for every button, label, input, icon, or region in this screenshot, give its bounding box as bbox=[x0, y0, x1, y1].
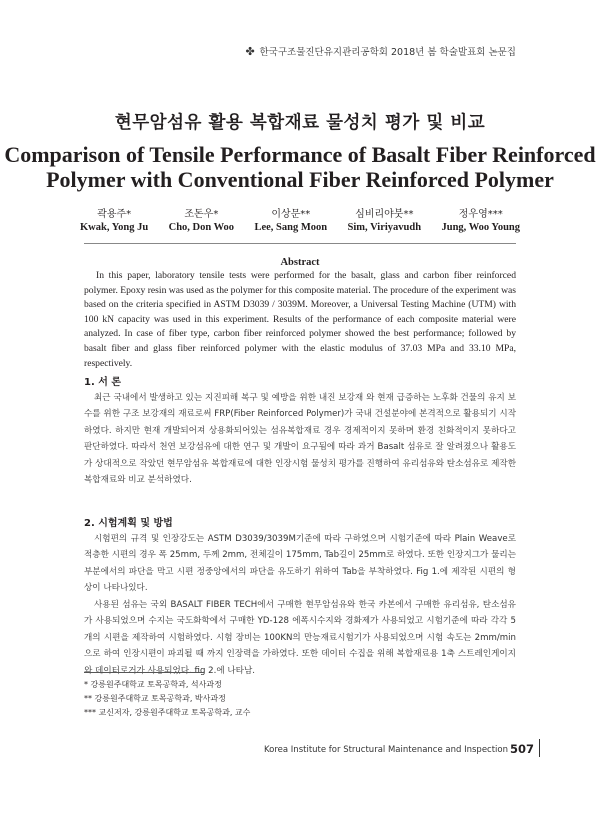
footer-journal: Korea Institute for Structural Maintenance and Inspection bbox=[264, 745, 508, 755]
author-name-ko: 이상문** bbox=[271, 209, 311, 220]
author-name-en: Jung, Woo Young bbox=[441, 222, 520, 233]
footnote-1: * 강릉원주대학교 토목공학과, 석사과정 bbox=[84, 680, 222, 689]
abstract-heading: Abstract bbox=[280, 257, 320, 268]
title-english-line-2: Polymer with Conventional Fiber Reinforced Polymer bbox=[46, 167, 554, 192]
footnote-3: *** 교신저자, 강릉원주대학교 토목공학과, 교수 bbox=[84, 708, 251, 717]
running-header bbox=[245, 44, 516, 58]
title-korean: 현무암섬유 활용 복합재료 물성치 평가 및 비교 bbox=[114, 113, 486, 133]
author-name-en: Cho, Don Woo bbox=[168, 222, 235, 233]
footnote-rule bbox=[84, 672, 204, 673]
abstract-body: In this paper, laboratory tensile tests were performed for the basalt, glass and carbon fiber reinforced polymer. Epoxy resin was used as the polymer for this composite material. The procedure of the experiment was based on the criteria specified in ASTM D3039 / 3039M. Moreover, a Universal Testing Machine (UTM) with 100 kN capacity was used in this experiment. Results of the performance of each composite material were analyzed. In case of fiber type, carbon fiber reinforced polymer showed the best performance; followed by basalt fiber and glass fiber reinforced polymer with the elastic modulus of 37.03 MPa and 33.10 MPa, respectively. bbox=[84, 270, 516, 369]
author-name-ko: 정우영*** bbox=[458, 209, 503, 220]
author-5 bbox=[442, 205, 521, 233]
section-heading-method: 2. 시험계획 및 방법 bbox=[84, 518, 173, 529]
author-name-en: Lee, Sang Moon bbox=[254, 222, 328, 233]
author-2 bbox=[169, 205, 234, 233]
author-1 bbox=[80, 205, 148, 233]
paragraph-method-1: 시험편의 규격 및 인장강도는 ASTM D3039/3039M기준에 따라 구하였으며 시험기준에 따라 Plain Weave로 적층한 시편의 경우 폭 25mm, 두께 2mm, 전체길이 175mm, Tab길이 25mm로 하였다. 또한 인장지그가 물리는 부분에서의 파단을 막고 시편 정중앙에서의 파단을 유도하기 위하여 Tab을 부착하였다. Fig 1.에 제작된 시편의 형상이 나타나있다. bbox=[84, 534, 516, 594]
footnote-2: ** 강릉원주대학교 토목공학과, 박사과정 bbox=[84, 694, 226, 703]
author-name-ko: 심비리야붓** bbox=[355, 209, 414, 220]
page-number-divider bbox=[539, 739, 540, 757]
title-english bbox=[0, 142, 600, 192]
header-text: 한국구조물진단유지관리공학회 2018년 봄 학술발표회 논문집 bbox=[259, 47, 516, 58]
clover-icon: ✤ bbox=[245, 45, 255, 58]
paragraph-method-2: 사용된 섬유는 국외 BASALT FIBER TECH에서 구매한 현무암섬유와 한국 카본에서 구매한 유리섬유, 탄소섬유가 사용되었으며 수지는 국도화학에서 구매한 YD-128 에폭시수지와 경화제가 사용되었고 시험기준에 따라 각각 5개의 시편을 제작하여 시험하였다. 시험 장비는 100KN의 만능재료시험기가 사용되었으며 시험 속도는 2mm/min으로 하여 인장시편이 파괴될 때 까지 인장력을 가하였다. 또한 데이터 수집을 위해 복합재료용 1축 스트레인게이지와 데이터로거가 사용되었다. fig 2.에 나타남. bbox=[84, 600, 516, 676]
section-heading-introduction: 1. 서 론 bbox=[84, 377, 122, 388]
author-3 bbox=[254, 205, 327, 233]
author-name-en: Sim, Viriyavudh bbox=[347, 222, 422, 233]
title-english-line-1: Comparison of Tensile Performance of Basalt Fiber Reinforced bbox=[4, 142, 596, 167]
divider-rule bbox=[84, 243, 516, 244]
author-name-ko: 조돈우* bbox=[184, 209, 219, 220]
author-name-ko: 곽용주* bbox=[97, 209, 132, 220]
paragraph-introduction: 최근 국내에서 발생하고 있는 지진피해 복구 및 예방을 위한 내진 보강재 와 현재 급증하는 노후화 건물의 유지 보수를 위한 구조 보강재의 재료로써 FRP(Fiber Reinforced Polymer)가 국내 건설분야에 본격적으로 활용되기 시작하였다. 하지만 현재 개발되어져 상용화되어있는 섬유복합재료 경우 경제적이지 못하며 환경 친화적이지 못하다고 판단하였다. 따라서 천연 보강섬유에 대한 연구 및 개발이 요구됨에 따라 과거 Basalt 섬유로 잘 알려졌으나 활용도가 상대적으로 작았던 현무암섬유 복합재료에 대한 인장시험 물성치 평가를 진행하여 유리섬유와 탄소섬유로 제작한 복합재료와 비교 분석하였다. bbox=[84, 393, 516, 486]
author-list bbox=[80, 205, 520, 233]
page-number: 507 bbox=[509, 742, 534, 756]
author-4 bbox=[348, 205, 422, 233]
author-name-en: Kwak, Yong Ju bbox=[80, 222, 149, 233]
